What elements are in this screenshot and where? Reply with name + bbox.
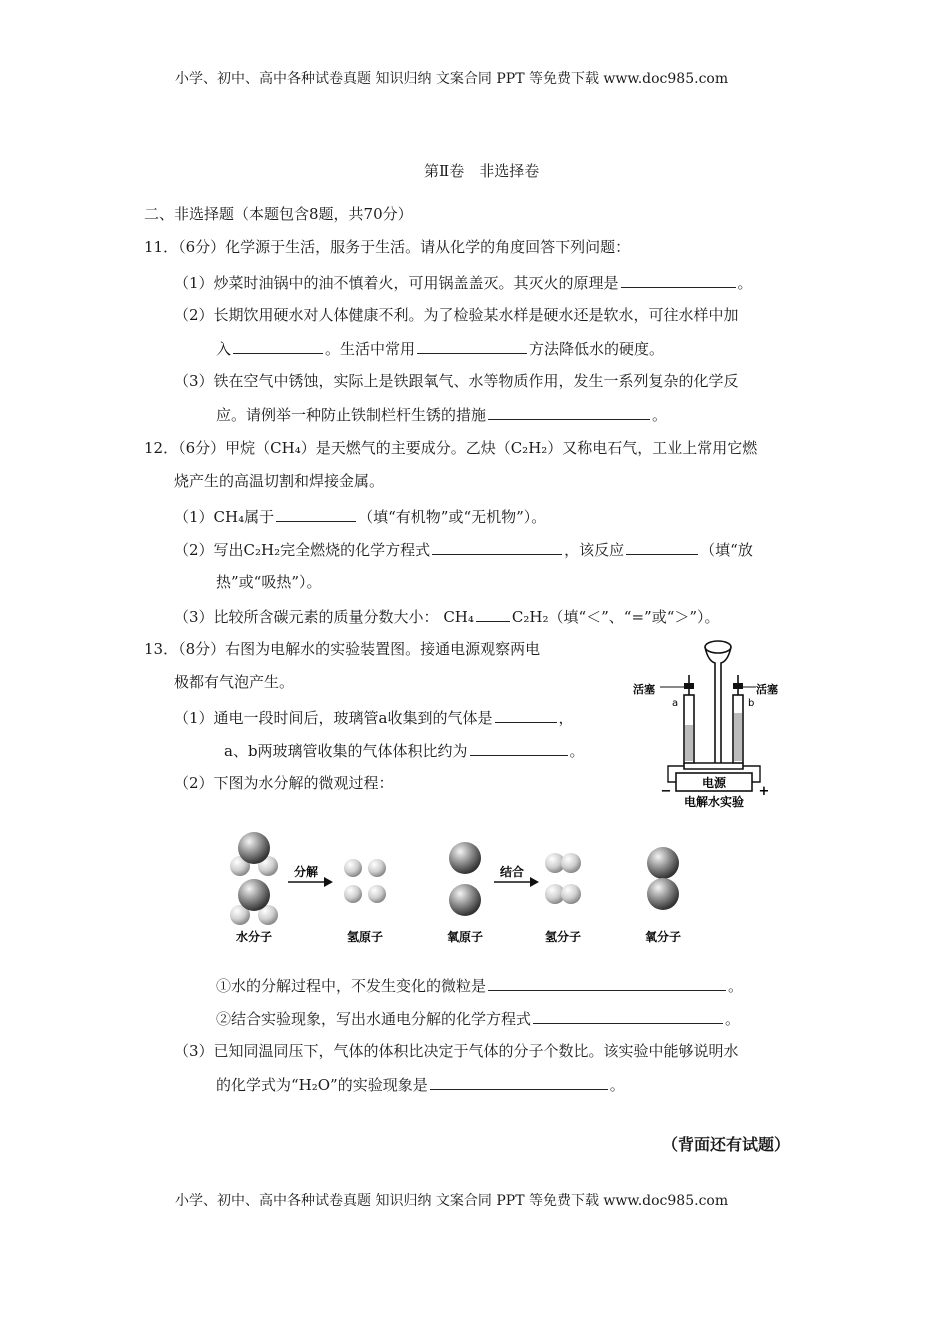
q13-c1-end: 。	[728, 977, 744, 995]
q11-part2b	[216, 337, 664, 360]
answer-blank[interactable]	[432, 538, 562, 555]
q11-part1-end: 。	[737, 274, 753, 292]
apparatus-caption: 电解水实验	[683, 795, 745, 809]
q11-stem: 11．（6分）化学源于生活，服务于生活。请从化学的角度回答下列问题：	[144, 238, 631, 256]
arrow-combine-icon	[530, 877, 539, 887]
section-title: 二、非选择题（本题包含8题，共70分）	[144, 205, 413, 223]
q13-stem-b: 极都有气泡产生。	[174, 673, 295, 691]
part-title: 第Ⅱ卷 非选择卷	[424, 162, 540, 180]
tube-a-water	[685, 725, 693, 761]
answer-blank[interactable]	[488, 974, 726, 991]
oxygen-atom	[647, 847, 679, 879]
electrolysis-apparatus-diagram	[628, 635, 798, 810]
q13-part3b-end: 。	[609, 1076, 625, 1094]
q13-stem-a: 13．（8分）右图为电解水的实验装置图。接通电源观察两电	[144, 640, 541, 658]
answer-blank[interactable]	[495, 706, 557, 723]
stopcock-left-label: 活塞	[633, 683, 655, 696]
q13-part1a	[174, 706, 574, 729]
hydrogen-atom	[561, 884, 581, 904]
q12-stem-b: 烧产生的高温切割和焊接金属。	[174, 472, 385, 490]
answer-blank[interactable]	[417, 337, 527, 354]
answer-blank[interactable]	[233, 337, 323, 354]
q12-part2	[174, 538, 753, 561]
bottom-connector	[684, 763, 743, 769]
q12-part2-mid: ，该反应	[564, 541, 625, 559]
label-hydrogen-atom: 氢原子	[346, 930, 384, 944]
positive-terminal-label: +	[758, 784, 770, 799]
q13-c1	[216, 974, 743, 997]
q13-part3b	[216, 1073, 625, 1096]
answer-blank[interactable]	[430, 1073, 608, 1090]
q13-c2-end: 。	[725, 1010, 741, 1028]
answer-blank[interactable]	[533, 1007, 723, 1024]
answer-blank[interactable]	[476, 605, 510, 622]
tube-b-water	[734, 713, 742, 761]
oxygen-atom	[449, 842, 481, 874]
answer-blank[interactable]	[626, 538, 698, 555]
stopcock-right-label: 活塞	[756, 683, 778, 696]
q13-part1b-end: 。	[569, 742, 585, 760]
q13-part1b-text: a、b两玻璃管收集的气体体积比约为	[224, 742, 468, 760]
q13-part1b	[224, 739, 585, 762]
answer-blank[interactable]	[276, 505, 356, 522]
hydrogen-atom	[368, 885, 386, 903]
q13-c2-text: ②结合实验现象，写出水通电分解的化学方程式	[216, 1010, 532, 1028]
q12-part1-end: （填“有机物”或“无机物”）。	[358, 508, 547, 526]
q11-part2b-pre: 入	[216, 340, 232, 358]
q12-part1	[174, 505, 546, 528]
q13-part1a-end: ，	[558, 709, 574, 727]
label-hydrogen-molecule: 氢分子	[544, 930, 582, 944]
q11-part1-text: （1）炒菜时油锅中的油不慎着火，可用锅盖盖灭。其灭火的原理是	[174, 274, 619, 292]
q12-part3	[174, 605, 720, 628]
q11-part3a: （3）铁在空气中锈蚀，实际上是铁跟氧气、水等物质作用，发生一系列复杂的化学反	[174, 372, 739, 390]
oxygen-atom	[238, 879, 270, 911]
q11-part2b-end: 方法降低水的硬度。	[529, 340, 665, 358]
q11-part3b	[216, 403, 667, 426]
q12-part3-pre: （3）比较所含碳元素的质量分数大小： CH₄	[174, 608, 474, 626]
tube-a-label: a	[672, 698, 679, 709]
answer-blank[interactable]	[470, 739, 568, 756]
q12-part2b: 热”或“吸热”）。	[216, 573, 322, 591]
stopcock-right-icon	[733, 683, 743, 689]
hydrogen-atom	[344, 885, 362, 903]
q13-c1-text: ①水的分解过程中，不发生变化的微粒是	[216, 977, 487, 995]
arrow-decompose-label: 分解	[293, 865, 319, 879]
tube-b-label: b	[748, 698, 755, 709]
stopcock-left-icon	[684, 683, 694, 689]
q12-part3-mid: C₂H₂（填“＜”、“=”或“＞”）。	[511, 608, 720, 626]
oxygen-atom	[647, 878, 679, 910]
negative-terminal-label: −	[660, 784, 672, 799]
page-header: 小学、初中、高中各种试卷真题 知识归纳 文案合同 PPT 等免费下载 www.doc985.com	[175, 71, 729, 87]
arrow-combine-label: 结合	[499, 865, 525, 879]
power-label: 电源	[701, 776, 727, 790]
q12-stem-a: 12．（6分）甲烷（CH₄）是天燃气的主要成分。乙炔（C₂H₂）又称电石气，工业上常用它燃	[144, 439, 758, 457]
q11-part1	[174, 271, 753, 294]
q13-part1a-text: （1）通电一段时间后，玻璃管a收集到的气体是	[174, 709, 493, 727]
oxygen-atom	[238, 832, 270, 864]
water-molecule-group	[230, 832, 278, 925]
answer-blank[interactable]	[488, 403, 650, 420]
label-oxygen-molecule: 氧分子	[644, 930, 682, 944]
label-oxygen-atom: 氧原子	[446, 930, 484, 944]
q11-part3b-end: 。	[652, 406, 668, 424]
label-water-molecule: 水分子	[235, 930, 273, 944]
q12-part1-pre: （1）CH₄属于	[174, 508, 275, 526]
hydrogen-atom	[561, 853, 581, 873]
back-note: （背面还有试题）	[662, 1135, 791, 1154]
q11-part2b-mid: 。生活中常用	[325, 340, 416, 358]
water-decomposition-micro-diagram	[220, 820, 720, 950]
q13-part2: （2）下图为水分解的微观过程：	[174, 774, 394, 792]
q12-part2-pre: （2）写出C₂H₂完全燃烧的化学方程式	[174, 541, 431, 559]
reservoir-rim	[705, 641, 731, 653]
q11-part2a: （2）长期饮用硬水对人体健康不利。为了检验某水样是硬水还是软水，可往水样中加	[174, 306, 739, 324]
q13-part3a: （3）已知同温同压下，气体的体积比决定于气体的分子个数比。该实验中能够说明水	[174, 1042, 739, 1060]
q13-part3b-pre: 的化学式为“H₂O”的实验现象是	[216, 1076, 428, 1094]
q11-part3b-pre: 应。请例举一种防止铁制栏杆生锈的措施	[216, 406, 487, 424]
q13-c2	[216, 1007, 740, 1030]
oxygen-atom	[449, 884, 481, 916]
arrow-decompose-icon	[324, 877, 333, 887]
hydrogen-atom	[344, 859, 362, 877]
q12-part2-end: （填“放	[700, 541, 753, 559]
answer-blank[interactable]	[621, 271, 736, 288]
hydrogen-atom	[368, 859, 386, 877]
page-footer: 小学、初中、高中各种试卷真题 知识归纳 文案合同 PPT 等免费下载 www.doc985.com	[175, 1193, 729, 1209]
